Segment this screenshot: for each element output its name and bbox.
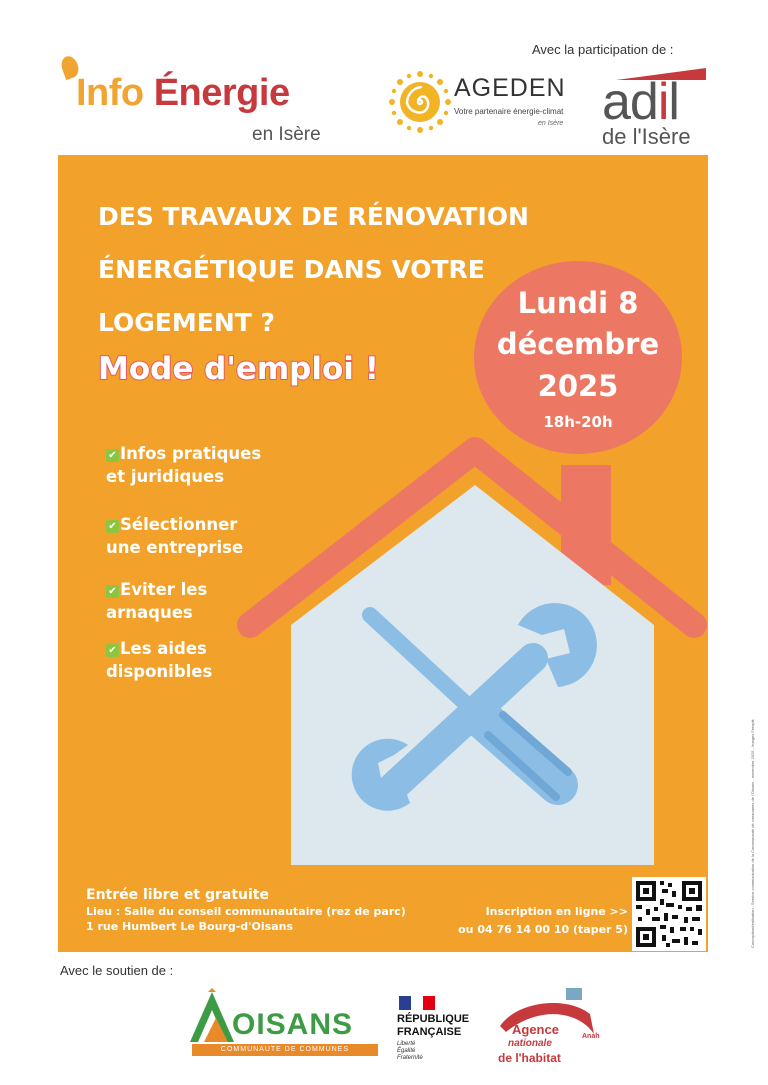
date-day: Lundi 8 <box>517 286 639 320</box>
energie-word: Énergie <box>153 72 290 114</box>
rf-motto: Liberté Égalité Fraternité <box>397 1041 423 1061</box>
anah-line-3: de l'habitat <box>498 1051 561 1065</box>
mountain-icon <box>186 988 236 1044</box>
ageden-logo <box>388 70 588 140</box>
anah-line-1: Agence <box>512 1022 559 1037</box>
title-line-1: DES TRAVAUX DE RÉNOVATION <box>98 202 529 231</box>
check-icon: ✔ <box>106 644 119 657</box>
phone-number: ou 04 76 14 00 10 (taper 5) <box>458 923 628 936</box>
adil-sub: de l'Isère <box>602 124 691 149</box>
adil-part-ad: ad <box>602 73 658 131</box>
venue-text: Lieu : Salle du conseil communautaire (rez de parc) <box>86 905 406 918</box>
list-item: ✔ Infos pratiques et juridiques <box>106 444 262 486</box>
date-month: décembre <box>496 327 660 361</box>
credit-note-text: Conception/réalisation : Service communication de la Communauté de communes de l'Oisans - novembre 2025 - Images Freepik <box>750 719 755 948</box>
check-icon: ✔ <box>106 449 119 462</box>
date-time: 18h-20h <box>543 413 613 431</box>
participation-label: Avec la participation de : <box>532 42 674 57</box>
date-badge <box>474 261 682 454</box>
ageden-tagline: Votre partenaire énergie-climat <box>454 107 564 116</box>
anah-abbr: Anah <box>582 1033 600 1040</box>
registration-info <box>458 903 628 939</box>
rf-name: RÉPUBLIQUE FRANÇAISE <box>397 1013 470 1038</box>
date-year: 2025 <box>537 369 619 403</box>
registration-link[interactable]: Inscription en ligne >> <box>485 905 628 918</box>
list-item: ✔ Eviter les arnaques <box>106 580 208 622</box>
ageden-name: AGEDEN <box>454 74 566 102</box>
info-energie-logo <box>62 52 352 152</box>
credit-note <box>750 668 756 948</box>
poster-panel <box>58 155 708 952</box>
event-info <box>86 887 406 933</box>
list-item: ✔ Les aides disponibles <box>106 639 213 681</box>
entry-text: Entrée libre et gratuite <box>86 887 269 903</box>
adil-part-l: l <box>668 73 679 131</box>
check-icon: ✔ <box>106 520 119 533</box>
check-icon: ✔ <box>106 585 119 598</box>
adil-part-i: i <box>657 73 669 131</box>
title-line-2: ÉNERGÉTIQUE DANS VOTRE <box>98 255 485 284</box>
marianne-flag-icon <box>399 996 435 1010</box>
anah-line-2: nationale <box>508 1038 552 1049</box>
oisans-logo <box>186 988 378 1060</box>
list-item: ✔ Sélectionner une entreprise <box>106 515 244 557</box>
anah-logo <box>498 988 602 1070</box>
oisans-name: OISANS <box>232 1008 354 1041</box>
info-energie-wordmark <box>76 72 290 115</box>
info-energie-sub: en Isère <box>252 124 321 145</box>
support-label: Avec le soutien de : <box>60 963 174 978</box>
address-text: 1 rue Humbert Le Bourg-d'Oisans <box>86 920 294 933</box>
poster-subtitle: Mode d'emploi ! <box>98 351 379 387</box>
sun-spiral-icon <box>388 70 452 134</box>
ageden-sub: en Isère <box>538 120 564 127</box>
adil-logo <box>600 66 710 156</box>
qr-code-icon[interactable] <box>632 877 706 951</box>
adil-wordmark <box>602 72 679 132</box>
oisans-band: COMMUNAUTE DE COMMUNES <box>192 1044 378 1056</box>
info-word: Info <box>76 72 154 114</box>
title-line-3: LOGEMENT ? <box>98 308 276 337</box>
republique-francaise-logo <box>397 996 487 1068</box>
